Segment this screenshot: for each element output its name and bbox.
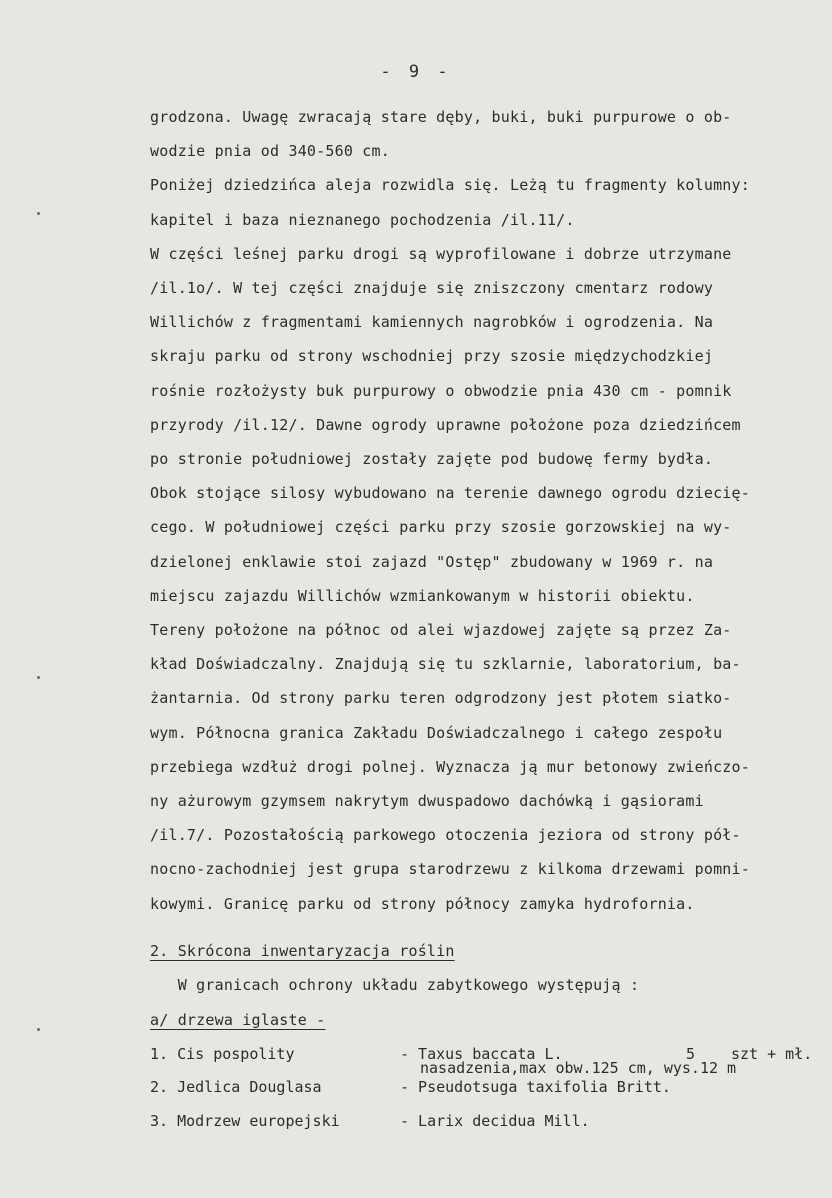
paragraph-line: miejscu zajazdu Willichów wzmiankowanym w historii obiektu.	[150, 587, 695, 605]
punch-hole	[37, 212, 40, 215]
punch-hole	[37, 676, 40, 679]
paragraph-line: ny ażurowym gzymsem nakrytym dwuspadowo dachówką i gąsiorami	[150, 792, 704, 810]
paragraph-line: wodzie pnia od 340-560 cm.	[150, 142, 390, 160]
paragraph-line: grodzona. Uwagę zwracają stare dęby, buki, buki purpurowe o ob-	[150, 108, 732, 126]
species-latin: - Taxus baccata L.	[400, 1045, 563, 1063]
paragraph-line: W części leśnej parku drogi są wyprofilowane i dobrze utrzymane	[150, 245, 732, 263]
paragraph-line: skraju parku od strony wschodniej przy szosie międzychodzkiej	[150, 347, 714, 365]
paragraph-line: przyrody /il.12/. Dawne ogrody uprawne położone poza dziedzińcem	[150, 416, 741, 434]
paragraph-line: po stronie południowej zostały zajęte pod budowę fermy bydła.	[150, 450, 714, 468]
paragraph-line: kapitel i baza nieznanego pochodzenia /il.11/.	[150, 211, 575, 229]
paragraph-line: dzielonej enklawie stoi zajazd "Ostęp" zbudowany w 1969 r. na	[150, 553, 714, 571]
paragraph-line: nocno-zachodniej jest grupa starodrzewu z kilkoma drzewami pomni-	[150, 860, 750, 878]
paragraph-line: żantarnia. Od strony parku teren odgrodzony jest płotem siatko-	[150, 689, 732, 707]
paragraph-line: cego. W południowej części parku przy szosie gorzowskiej na wy-	[150, 518, 732, 536]
paragraph-line: kład Doświadczalny. Znajdują się tu szklarnie, laboratorium, ba-	[150, 655, 741, 673]
species-unit: szt + mł.	[731, 1045, 813, 1063]
paragraph-line: /il.1o/. W tej części znajduje się zniszczony cmentarz rodowy	[150, 279, 714, 297]
intro-line: W granicach ochrony układu zabytkowego występują :	[150, 976, 640, 994]
paragraph-line: /il.7/. Pozostałością parkowego otoczenia jeziora od strony pół-	[150, 826, 741, 844]
paragraph-line: Willichów z fragmentami kamiennych nagrobków i ogrodzenia. Na	[150, 313, 714, 331]
subheading: a/ drzewa iglaste -	[150, 1011, 326, 1029]
paragraph-line: przebiega wzdłuż drogi polnej. Wyznacza ją mur betonowy zwieńczo-	[150, 758, 750, 776]
species-note: nasadzenia,max obw.125 cm, wys.12 m	[420, 1059, 737, 1077]
page-number: - 9 -	[380, 62, 452, 82]
species-name: 2. Jedlica Douglasa	[150, 1078, 322, 1096]
paragraph-line: kowymi. Granicę parku od strony północy zamyka hydrofornia.	[150, 895, 695, 913]
species-latin: - Pseudotsuga taxifolia Britt.	[400, 1078, 671, 1096]
paragraph-line: Tereny położone na północ od alei wjazdowej zajęte są przez Za-	[150, 621, 732, 639]
paragraph-line: Obok stojące silosy wybudowano na terenie dawnego ogrodu dziecię-	[150, 484, 750, 502]
paragraph-line: wym. Północna granica Zakładu Doświadczalnego i całego zespołu	[150, 724, 723, 742]
species-name: 3. Modrzew europejski	[150, 1112, 340, 1130]
paragraph-line: Poniżej dziedzińca aleja rozwidla się. Leżą tu fragmenty kolumny:	[150, 176, 750, 194]
species-latin: - Larix decidua Mill.	[400, 1112, 590, 1130]
species-count: 5	[686, 1045, 696, 1063]
punch-hole	[37, 1028, 40, 1031]
species-name: 1. Cis pospolity	[150, 1045, 295, 1063]
paragraph-line: rośnie rozłożysty buk purpurowy o obwodzie pnia 430 cm - pomnik	[150, 382, 732, 400]
section-heading: 2. Skrócona inwentaryzacja roślin	[150, 942, 455, 960]
